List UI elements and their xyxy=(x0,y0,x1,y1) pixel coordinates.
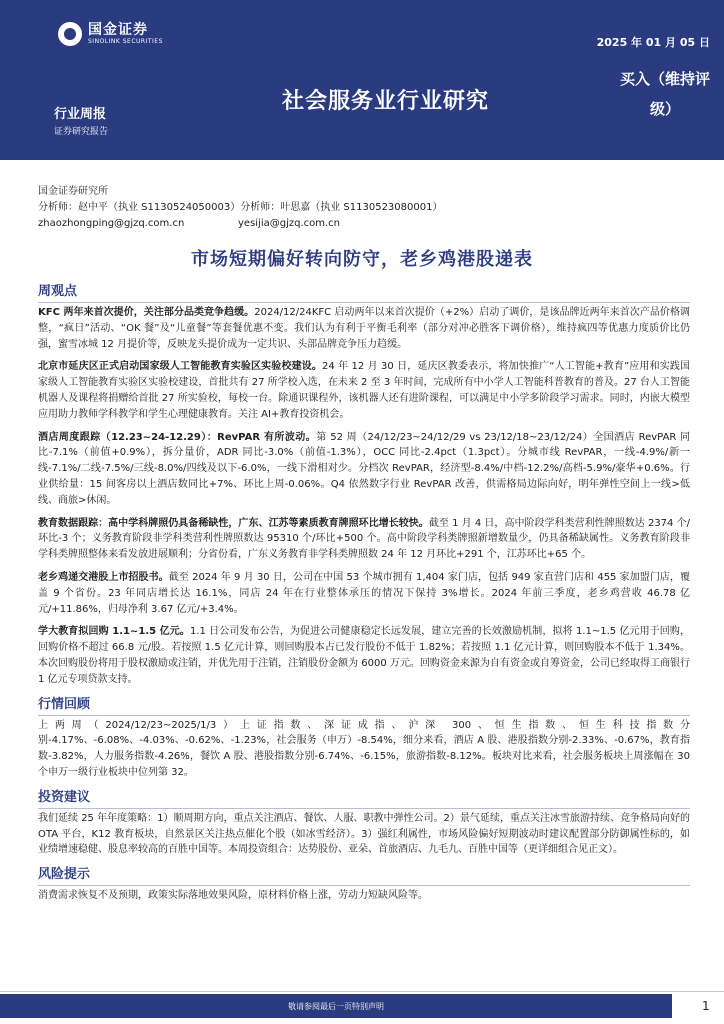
brand-name: 国金证券 xyxy=(88,22,148,38)
footer-divider xyxy=(0,991,724,992)
paragraph-xueda: 学大教育拟回购 1.1~1.5 亿元。1.1 日公司发布公告，为促进公司健康稳定长远发展，建立完善的长效激励机制，拟将 1.1~1.5 亿元用于回购，回购价格不超过 66.8 元/股。若按照 1.5 亿元计算，则回购股本占已发行股份不低于 1.82%；若按照 1.1 亿元计算，则回购股本不低于 1.34%。本次回购股份将用于股权激励或注销，并优先用于注销，注销股份金额为 6000 万元。回购资金来源为自有资金或自筹资金，公司已经取得工商银行 1 亿元专项贷款支持。 xyxy=(38,626,690,685)
industry-title: 社会服务业行业研究 xyxy=(282,89,490,114)
section-heading-risk: 风险提示 xyxy=(38,865,690,886)
footer-disclaimer: 敬请参阅最后一页特别声明 xyxy=(288,1002,384,1011)
paragraph-laoxiangji: 老乡鸡递交港股上市招股书。截至 2024 年 9 月 30 日，公司在中国 53 个城市拥有 1,404 家门店，包括 949 家直营门店和 455 家加盟门店，覆盖 9 个省份。23 年同店增长达 16.1%，同店 24 年在行业整体承压的情况下保持 3%增长。2024 年前三季度，老乡鸡营收 46.78 亿元/+11.86%，归母净利 3.67 亿元/+3.4%。 xyxy=(38,571,690,615)
analyst-email-2: yesijia@gjzq.com.cn xyxy=(238,218,341,229)
section-heading-market: 行情回顾 xyxy=(38,695,690,716)
paragraph-investment-advice: 我们延续 25 年年度策略：1）顺周期方向，重点关注酒店、餐饮、人服、职教中弹性公司。2）景气延续，重点关注冰雪旅游持续、竞争格局向好的 OTA 平台，K12 教育板块，自然景区关注热点催化个股（如冰雪经济）。3）强红利属性，市场风险偏好短期波动时建议配置部分防御属性标的，如业绩增速稳健、股息率较高的百胜中国等。本周投资组合：达势股份、亚朵、首旅酒店、九毛九、百胜中国等（更详细组合见正文）。 xyxy=(38,812,690,856)
report-title: 市场短期偏好转向防守，老乡鸡港股递表 xyxy=(191,249,533,270)
paragraph-ai-education: 北京市延庆区正式启动国家级人工智能教育实验区实验校建设。24 年 12 月 30 日，延庆区教委表示，将加快推广“人工智能+教育”应用和实践国家级人工智能教育实验区实验校建设，首批共有 27 所学校入选，在未来 2 至 3 年时间，完成所有中小学人工智能科普教育的普及。27 台人工智能机器人及课程将捐赠给首批 27 所实验校，每校一台。除通识课程外，该机器人还有进阶课程，可以满足中小学多阶段学习需求。同时，内嵌大模型应用助力教师学科教学和学生心理健康教育。关注 AI+教育投资机会。 xyxy=(38,361,691,420)
paragraph-hotel: 酒店周度跟踪（12.23~24-12.29）：RevPAR 有所波动。第 52 周（24/12/23~24/12/29 vs 23/12/18~23/12/24）全国酒店 RevPAR 同比-7.1%（前值+0.9%），拆分量价，ADR 同比-3.0%（前值-1.3%），OCC 同比-2.4pct（1.3pct）。分城市线 RevPAR，一线-4.9%/新一线-7.1%/二线-7.5%/三线-8.0%/四线及以下-6.0%，一线下滑相对少。分档次 RevPAR，经济型-8.4%/中档-12.2%/高档-5.9%/豪华+0.6%。行业供给量：15 间客房以上酒店数同比+7%、环比上周-0.06%。Q4 依然数字行业 RevPAR 改善，供需格局边际向好，明年弹性空间上一线>低线、商旅>休闲。 xyxy=(38,431,690,506)
report-type: 行业周报 xyxy=(54,107,107,122)
report-subtype: 证券研究报告 xyxy=(54,127,109,137)
page-number: 1 xyxy=(702,999,710,1013)
paragraph-market-review: 上两周（2024/12/23~2025/1/3）上证指数、深证成指、沪深 300、恒生指数、恒生科技指数分别-4.17%、-6.08%、-4.03%、-0.62%、-1.23%，社会服务（申万）-8.54%，细分来看，酒店 A 股、港股指数分别-2.33%、-0.67%，教育指数-3.82%，人力服务指数-4.26%，餐饮 A 股、港股指数分别-6.74%、-6.15%，旅游指数-8.12%。板块对比来看，社会服务板块上周涨幅在 30 个申万一级行业板块中位列第 32。 xyxy=(38,719,690,778)
rating: 买入（维持评级） xyxy=(619,70,710,118)
section-heading-advice: 投资建议 xyxy=(38,788,690,809)
logo-icon xyxy=(58,22,82,46)
paragraph-risk: 消费需求恢复不及预期，政策实际落地效果风险，原材料价格上涨，劳动力短缺风险等。 xyxy=(38,890,428,902)
report-date: 2025 年 01 月 05 日 xyxy=(596,36,710,49)
institute-name: 国金证券研究所 xyxy=(38,186,108,197)
paragraph-kfc: KFC 两年来首次提价，关注部分品类竞争趋缓。2024/12/24KFC 启动两年以来首次提价（+2%）启动了调价，是该品牌近两年来首次产品价格调整，“疯日”活动、“OK 餐”及“儿童餐”等套餐优惠不变。我们认为有利于平衡毛利率（部分对冲必胜客下调价格），维持疯四等优惠力度质价比仍强，蜜雪冰城 12 月提价等，反映龙头提价成为一定共识、头部品牌竞争压力趋缓。 xyxy=(38,307,690,350)
brand-name-en: SINOLINK SECURITIES xyxy=(88,38,163,45)
analyst-line: 分析师：赵中平（执业 S1130524050003）分析师：叶思嘉（执业 S1130523080001） xyxy=(38,202,443,213)
analyst-email-1: zhaozhongping@gjzq.com.cn xyxy=(38,218,185,229)
brand-logo xyxy=(58,22,163,46)
report-body xyxy=(38,282,690,911)
analyst-block xyxy=(38,184,442,232)
paragraph-education-data: 教育数据跟踪：高中学科牌照仍具备稀缺性，广东、江苏等素质教育牌照环比增长较快。截至 1 月 4 日，高中阶段学科类营利性牌照数达 2374 个/环比-3 个；义务教育阶段非学科类营利性牌照数达 95310 个/环比+500 个。高中阶段学科类牌照新增数量少，仍具备稀缺属性。义务教育阶段非学科类牌照整体来看发放进展顺利；分省份看，广东义务教育非学科类牌照数 24 年 12 月环比+291 个，江苏环比+65 个。 xyxy=(38,517,690,561)
section-heading-views: 周观点 xyxy=(38,282,690,303)
